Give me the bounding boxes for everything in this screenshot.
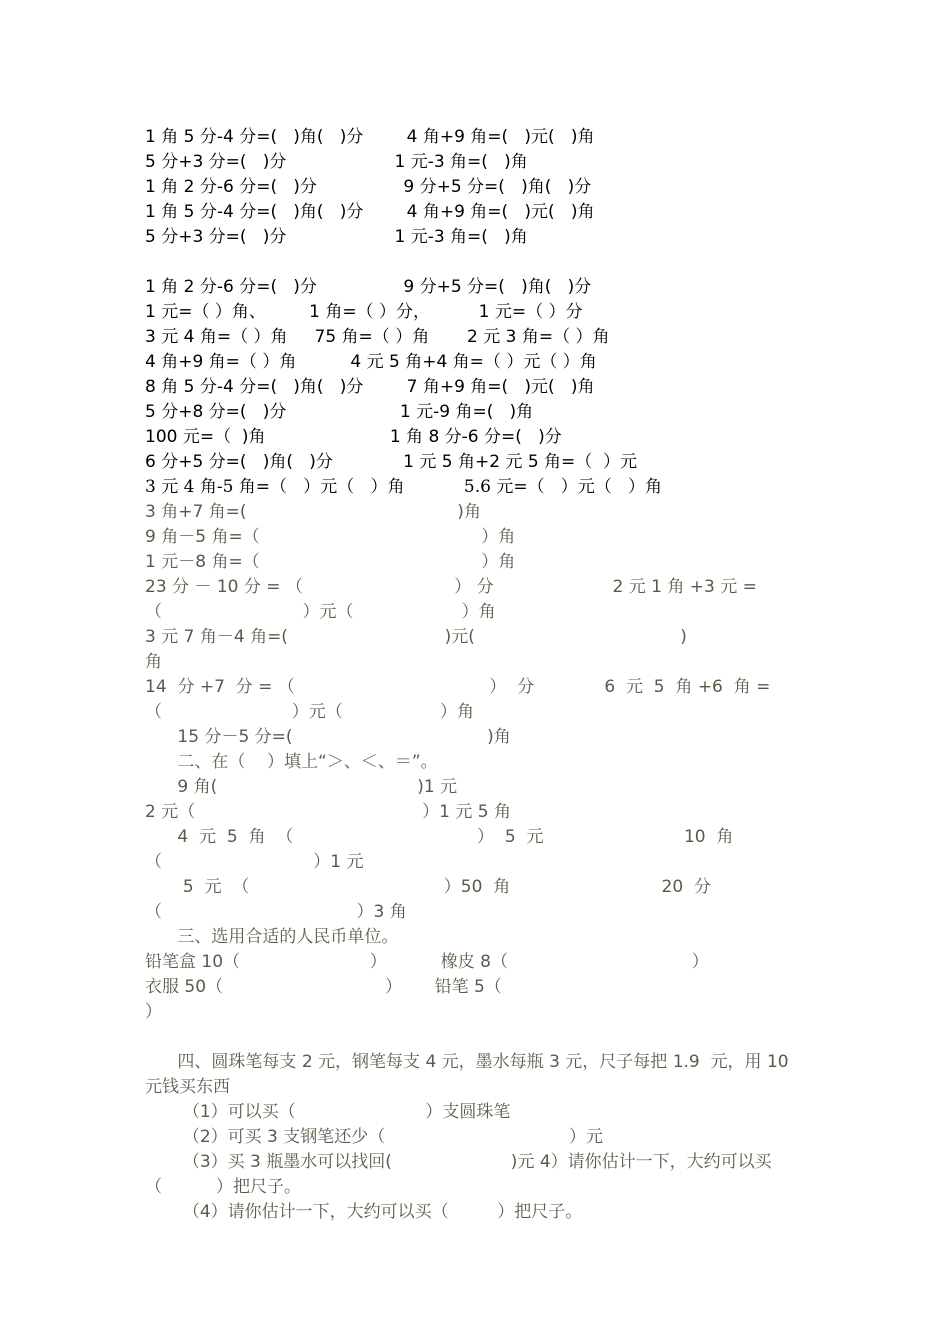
section-2-heading: 二、在（ ）填上“＞、＜、＝”。 [145,752,438,772]
line-17: 1 元－8 角=（ ）角 [145,552,516,572]
section-3-heading: 三、选用合适的人民币单位。 [145,927,399,947]
line-20: 3 元 7 角－4 角=( )元( ) [145,627,687,647]
line-28: 4 元 5 角 （ ） 5 元 10 角 [145,827,734,847]
line-12: 100 元=（ )角 1 角 8 分-6 分=( )分 [145,427,562,447]
line-3: 1 角 2 分-6 分=( )分 9 分+5 分=( )角( )分 [145,177,592,197]
line-23: （ ）元（ ）角 [145,702,474,722]
line-11: 5 分+8 分=( )分 1 元-9 角=( )角 [145,402,534,422]
line-5: 5 分+3 分=( )分 1 元-3 角=( )角 [145,227,528,247]
line-18: 23 分 － 10 分 = （ ） 分 2 元 1 角 +3 元 = [145,577,757,597]
line-42: （4）请你估计一下，大约可以买（ ）把尺子。 [145,1202,583,1222]
line-33: 铅笔盒 10（ ） 橡皮 8（ ） [145,952,709,972]
line-8: 3 元 4 角=（ ）角 75 角=（ ）角 2 元 3 角=（ ）角 [145,327,610,347]
line-1: 1 角 5 分-4 分=( )角( )分 4 角+9 角=( )元( )角 [145,127,595,147]
line-9: 4 角+9 角=（ ）角 4 元 5 角+4 角=（ ）元（ ）角 [145,352,597,372]
line-22: 14 分 +7 分 = （ ） 分 6 元 5 角 +6 角 = [145,677,771,697]
line-35: ） [145,1002,162,1022]
line-38: （1）可以买（ ）支圆珠笔 [145,1102,511,1122]
line-15: 3 角+7 角=( )角 [145,502,481,522]
line-29: （ ）1 元 [145,852,364,872]
section-4-heading: 四、圆珠笔每支 2 元，钢笔每支 4 元，墨水每瓶 3 元，尺子每把 1.9 元，用 10 [145,1052,789,1072]
line-40: （3）买 3 瓶墨水可以找回( )元 4）请你估计一下，大约可以买 [145,1152,772,1172]
line-31: （ ）3 角 [145,902,407,922]
line-24: 15 分－5 分=( )角 [145,727,511,747]
line-7: 1 元=（ ）角、 1 角=（ ）分， 1 元=（ ）分 [145,302,583,322]
line-21: 角 [145,652,162,672]
line-37: 元钱买东西 [145,1077,230,1097]
line-16: 9 角－5 角=（ ）角 [145,527,516,547]
line-14: 3 元 4 角-5 角=（ ）元（ ）角 5.6 元=（ ）元（ ）角 [145,477,663,497]
line-30: 5 元 （ ）50 角 20 分 [145,877,711,897]
line-26: 9 角( )1 元 [145,777,458,797]
line-41: （ ）把尺子。 [145,1177,302,1197]
line-4: 1 角 5 分-4 分=( )角( )分 4 角+9 角=( )元( )角 [145,202,595,222]
line-19: （ ）元（ ）角 [145,602,496,622]
line-6: 1 角 2 分-6 分=( )分 9 分+5 分=( )角( )分 [145,277,592,297]
line-13: 6 分+5 分=( )角( )分 1 元 5 角+2 元 5 角=（ ）元 [145,452,638,472]
line-39: （2）可买 3 支钢笔还少（ ）元 [145,1127,603,1147]
line-34: 衣服 50（ ） 铅笔 5（ [145,977,502,997]
line-10: 8 角 5 分-4 分=( )角( )分 7 角+9 角=( )元( )角 [145,377,595,397]
line-27: 2 元（ ）1 元 5 角 [145,802,512,822]
line-2: 5 分+3 分=( )分 1 元-3 角=( )角 [145,152,528,172]
